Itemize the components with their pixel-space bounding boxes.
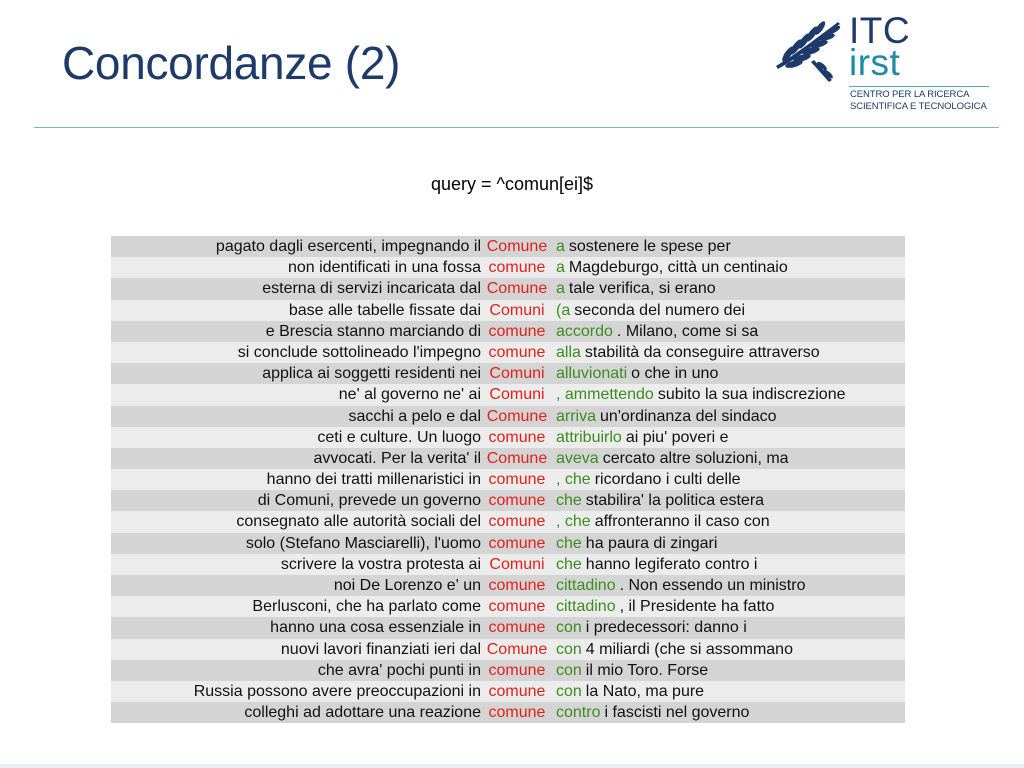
concordance-row [111,490,905,511]
keyword: Comune [486,238,548,255]
left-context: Berlusconi, che ha parlato come [252,598,481,616]
next-word: con [556,661,582,679]
concordance-row [111,342,905,363]
next-word: , che [556,513,591,531]
left-context: consegnato alle autorità sociali del [236,513,481,531]
concordance-row [111,681,905,702]
concordance-row [111,575,905,596]
next-word: a [556,259,565,277]
concordance-row [111,236,905,257]
right-context: 4 miliardi (che si assommano [585,640,793,658]
right-context: i predecessori: danno i [585,619,747,637]
concordance-row [111,363,905,384]
right-context: stabilira' la politica estera [585,492,765,510]
concordance-row [111,406,905,427]
keyword: comune [488,471,546,489]
right-context: . Non essendo un ministro [619,577,806,594]
concordance-row [111,427,905,448]
right-context: stabilità da conseguire attraverso [584,343,820,361]
right-context: subito la sua indiscrezione [657,386,846,404]
left-context: esterna di servizi incaricata dal [262,280,481,298]
keyword: Comuni [489,555,545,573]
right-context: ai piu' poveri e [625,428,729,446]
left-context: avvocati. Per la verita' il [313,449,481,467]
left-context: hanno dei tratti millenaristici in [266,471,481,489]
title-divider [34,127,999,128]
keyword: comune [488,704,546,722]
query-text: query = ^comun[ei]$ [430,174,594,194]
concordance-row [111,617,905,638]
keyword: Comune [486,640,548,658]
next-word: (a [556,301,571,319]
keyword: comune [488,343,546,361]
concordance-row [111,469,905,490]
keyword: Comuni [489,301,545,319]
keyword: comune [488,577,546,594]
left-context: base alle tabelle fissate dai [288,301,481,319]
next-word: , ammettendo [556,386,654,404]
keyword: comune [488,534,546,552]
next-word: con [556,682,582,700]
keyword: comune [488,598,546,616]
left-context: che avra' pochi punti in [317,661,481,679]
concordance-row [111,257,905,278]
next-word: che [556,534,582,552]
next-word: cittadino [556,577,616,594]
next-word: alla [556,343,581,361]
keyword: Comuni [489,386,545,404]
next-word: attribuirlo [556,428,622,446]
concordance-row [111,300,905,321]
keyword: Comune [486,280,548,298]
next-word: con [556,640,582,658]
left-context: colleghi ad adottare una reazione [244,704,481,722]
right-context: un'ordinanza del sindaco [600,407,777,425]
next-word: che [556,492,582,510]
concordance-row [111,533,905,554]
keyword: Comuni [489,365,545,383]
logo-divider [849,86,989,87]
right-context: . Milano, come si sa [616,322,759,340]
right-context: la Nato, ma pure [585,682,705,700]
right-context: tale verifica, si erano [568,280,716,298]
right-context: ricordano i culti delle [594,471,741,489]
left-context: di Comuni, prevede un governo [257,492,481,510]
logo-irst-text: irst [849,42,901,83]
concordance-row [111,384,905,405]
right-context: hanno legiferato contro i [585,555,758,573]
left-context: applica ai soggetti residenti nei [262,365,481,383]
concordance-row [111,321,905,342]
right-context: cercato altre soluzioni, ma [602,449,789,467]
right-context: , il Presidente ha fatto [619,598,775,616]
logo-subtitle-1: CENTRO PER LA RICERCA [850,89,970,100]
footer-band [0,764,1024,768]
laurel-icon [766,14,848,84]
right-context: Magdeburgo, città un centinaio [568,259,788,277]
left-context: Russia possono avere preoccupazioni in [193,682,481,700]
right-context: ha paura di zingari [585,534,718,552]
keyword: comune [488,428,546,446]
right-context: sostenere le spese per [568,238,731,255]
next-word: a [556,238,565,255]
left-context: scrivere la vostra protesta ai [280,555,481,573]
next-word: a [556,280,565,298]
keyword: comune [488,492,546,510]
left-context: e Brescia stanno marciando di [265,322,481,340]
right-context: i fascisti nel governo [604,704,750,722]
left-context: hanno una cosa essenziale in [270,619,481,637]
next-word: alluvionati [556,365,628,383]
right-context: seconda del numero dei [574,301,746,319]
next-word: , che [556,471,591,489]
keyword: comune [488,322,546,340]
next-word: accordo [556,322,613,340]
slide-title: Concordanze (2) [62,37,401,89]
next-word: arriva [556,407,597,425]
next-word: aveva [556,449,599,467]
left-context: ceti e culture. Un luogo [317,428,481,446]
left-context: nuovi lavori finanziati ieri dal [280,640,481,658]
right-context: affronteranno il caso con [594,513,770,531]
left-context: sacchi a pelo e dal [348,407,481,425]
next-word: cittadino [556,598,616,616]
concordance-row [111,660,905,681]
keyword: comune [488,259,546,277]
keyword: comune [488,513,546,531]
next-word: con [556,619,582,637]
keyword: Comune [486,407,548,425]
left-context: noi De Lorenzo e' un [333,577,481,594]
concordance-row [111,639,905,660]
left-context: non identificati in una fossa [287,259,481,277]
right-context: o che in uno [631,365,719,383]
keyword: comune [488,619,546,637]
keyword: Comune [486,449,548,467]
keyword: comune [488,682,546,700]
logo-subtitle-2: SCIENTIFICA E TECNOLOGICA [850,101,987,112]
next-word: che [556,555,582,573]
left-context: pagato dagli esercenti, impegnando il [215,238,481,255]
concordance-row [111,511,905,532]
concordance-row [111,554,905,575]
left-context: solo (Stefano Masciarelli), l'uomo [245,534,481,552]
concordance-row [111,278,905,299]
next-word: contro [556,704,601,722]
left-context: ne' al governo ne' ai [338,386,481,404]
concordance-row [111,596,905,617]
concordance-table [111,236,905,723]
left-context: si conclude sottolineado l'impegno [237,343,481,361]
right-context: il mio Toro. Forse [585,661,709,679]
concordance-row [111,448,905,469]
keyword: comune [488,661,546,679]
concordance-row [111,702,905,723]
itc-irst-logo [766,10,996,118]
logo-itc-text: ITC [849,10,911,51]
